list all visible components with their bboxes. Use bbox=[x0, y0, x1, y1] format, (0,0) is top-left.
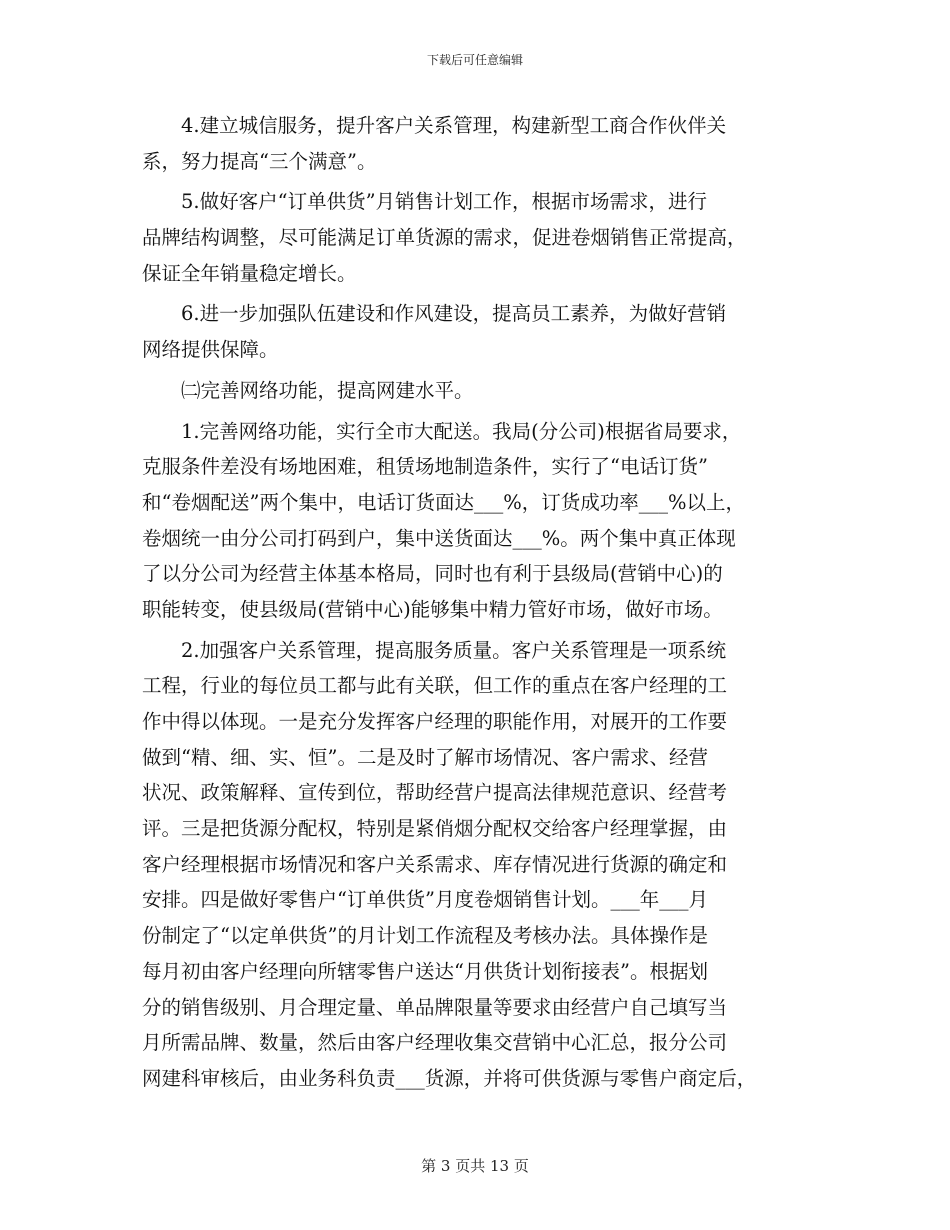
text-line: 克服条件差没有场地困难，租赁场地制造条件，实行了“电话订货” bbox=[142, 455, 708, 479]
text-line: 4.建立城信服务，提升客户关系管理，构建新型工商合作伙伴关 bbox=[142, 114, 727, 137]
text-line: 卷烟统一由分公司打码到户，集中送货面达___%。两个集中真正体现 bbox=[142, 526, 736, 550]
text-line: 分的销售级别、月合理定量、单品牌限量等要求由经营户自己填写当 bbox=[142, 995, 728, 1019]
text-line: 状况、政策解释、宣传到位，帮助经营户提高法律规范意识、经营考 bbox=[142, 781, 728, 805]
text-line: 6.进一步加强队伍建设和作风建设，提高员工素养，为做好营销 bbox=[142, 302, 727, 326]
document-body bbox=[142, 108, 810, 1097]
text-line: 客户经理根据市场情况和客户关系需求、库存情况进行货源的确定和 bbox=[142, 852, 728, 876]
text-line: 职能转变，使县级局(营销中心)能够集中精力管好市场，做好市场。 bbox=[142, 597, 723, 621]
text-line: 每月初由客户经理向所辖零售户送达“月供货计划衔接表”。根据划 bbox=[142, 959, 708, 983]
text-line: 份制定了“以定单供货”的月计划工作流程及考核办法。具体操作是 bbox=[142, 924, 708, 948]
text-line: 1.完善网络功能，实行全市大配送。我局(分公司)根据省局要求， bbox=[142, 419, 742, 443]
text-line: 保证全年销量稳定增长。 bbox=[142, 261, 357, 285]
text-line: 2.加强客户关系管理，提高服务质量。客户关系管理是一项系统 bbox=[142, 638, 727, 662]
text-line: 网建科审核后，由业务科负责___货源，并将可供货源与零售户商定后， bbox=[142, 1066, 757, 1090]
text-line: 做到“精、细、实、恒”。二是及时了解市场情况、客户需求、经营 bbox=[142, 745, 708, 769]
paragraph bbox=[142, 108, 810, 179]
text-line: 评。三是把货源分配权，特别是紧俏烟分配权交给客户经理掌握，由 bbox=[142, 817, 728, 841]
text-line: 5.做好客户“订单供货”月销售计划工作，根据市场需求，进行 bbox=[142, 190, 708, 214]
text-line: ㈡完善网络功能，提高网建水平。 bbox=[142, 378, 474, 402]
paragraph bbox=[142, 633, 810, 1097]
text-line: 网络提供保障。 bbox=[142, 338, 279, 362]
text-line: 了以分公司为经营主体基本格局，同时也有利于县级局(营销中心)的 bbox=[142, 562, 723, 586]
text-line: 月所需品牌、数量，然后由客户经理收集交营销中心汇总，报分公司 bbox=[142, 1031, 728, 1055]
text-line: 品牌结构调整，尽可能满足订单货源的需求，促进卷烟销售正常提高， bbox=[142, 226, 747, 250]
page-footer: 第 3 页共 13 页 bbox=[421, 1157, 529, 1175]
paragraph bbox=[142, 414, 810, 628]
text-line: 安排。四是做好零售户“订单供货”月度卷烟销售计划。___年___月 bbox=[142, 888, 708, 912]
paragraph bbox=[142, 184, 810, 291]
text-line: 作中得以体现。一是充分发挥客户经理的职能作用，对展开的工作要 bbox=[142, 710, 728, 733]
section-heading bbox=[142, 373, 810, 409]
paragraph bbox=[142, 296, 810, 367]
page-header: 下载后可任意编辑 bbox=[426, 53, 523, 67]
text-line: 工程，行业的每位员工都与此有关联，但工作的重点在客户经理的工 bbox=[142, 674, 728, 698]
text-line: 系，努力提高“三个满意”。 bbox=[142, 149, 377, 173]
text-line: 和“卷烟配送”两个集中，电话订货面达___%，订货成功率___%以上， bbox=[142, 490, 745, 514]
